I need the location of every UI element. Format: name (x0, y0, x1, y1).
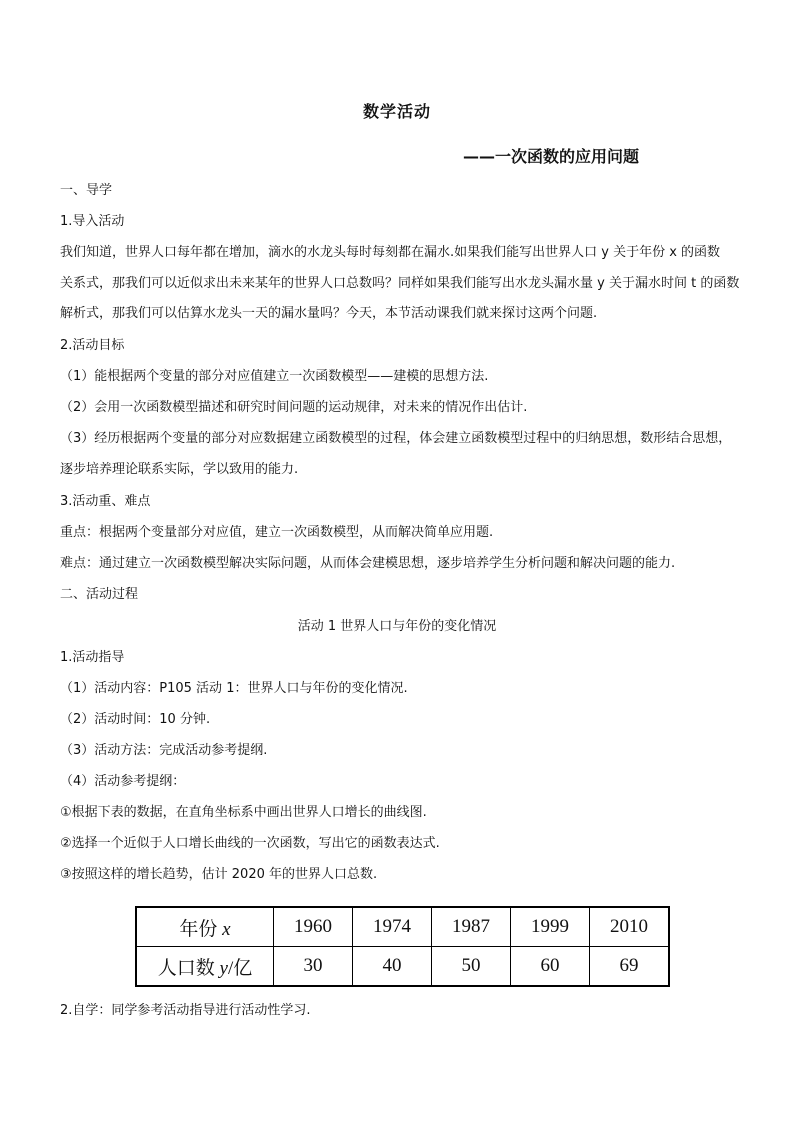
task-item: ③按照这样的增长趋势，估计 2020 年的世界人口总数. (60, 867, 378, 882)
section-heading: 一、导学 (60, 183, 113, 198)
paragraph-line: 关系式，那我们可以近似求出未来某年的世界人口总数吗？同样如果我们能写出水龙头漏水量 y 关于漏水时间 t 的函数 (60, 276, 740, 291)
guide-item: （4）活动参考提纲： (60, 774, 186, 789)
goal-item: （1）能根据两个变量的部分对应值建立一次函数模型——建模的思想方法. (60, 369, 489, 384)
difficulty-point: 难点：通过建立一次函数模型解决实际问题，从而体会建模思想，逐步培养学生分析问题和解决问题的能力. (60, 556, 676, 571)
population-table (135, 906, 670, 987)
table-row-population (136, 947, 669, 987)
subsection-heading: 2.活动目标 (60, 338, 125, 353)
task-item: ②选择一个近似于人口增长曲线的一次函数，写出它的函数表达式. (60, 836, 440, 851)
subsection-heading: 1.活动指导 (60, 650, 125, 665)
goal-item: （3）经历根据两个变量的部分对应数据建立函数模型的过程，体会建立函数模型过程中的归纳思想，数形结合思想， (60, 431, 732, 446)
subsection-heading: 3.活动重、难点 (60, 494, 151, 509)
variable-symbol: y (219, 957, 228, 979)
table-cell: 1960 (274, 907, 353, 947)
table-cell: 60 (511, 947, 590, 987)
page-title: 数学活动 (362, 102, 431, 121)
guide-item: （1）活动内容：P105 活动 1：世界人口与年份的变化情况. (60, 681, 408, 696)
table-header-cell (136, 947, 274, 987)
table-cell: 2010 (590, 907, 670, 947)
goal-item: （2）会用一次函数模型描述和研究时间问题的运动规律，对未来的情况作出估计. (60, 400, 528, 415)
table-cell: 69 (590, 947, 670, 987)
table-header-cell (136, 907, 274, 947)
key-point: 重点：根据两个变量部分对应值，建立一次函数模型，从而解决简单应用题. (60, 525, 494, 540)
paragraph-line: 我们知道，世界人口每年都在增加，滴水的水龙头每时每刻都在漏水.如果我们能写出世界人口 y 关于年份 x 的函数 (60, 245, 721, 260)
self-study-line: 2.自学：同学参考活动指导进行活动性学习. (60, 1003, 311, 1018)
header-label: 人口数 (157, 957, 215, 979)
guide-item: （2）活动时间：10 分钟. (60, 712, 211, 727)
task-item: ①根据下表的数据，在直角坐标系中画出世界人口增长的曲线图. (60, 805, 427, 820)
header-label: 年份 (179, 918, 218, 940)
activity-title: 活动 1 世界人口与年份的变化情况 (297, 619, 497, 634)
unit-label: /亿 (227, 957, 253, 979)
section-heading: 二、活动过程 (60, 587, 139, 602)
table-cell: 30 (274, 947, 353, 987)
goal-item: 逐步培养理论联系实际，学以致用的能力. (60, 462, 299, 477)
table-cell: 1974 (353, 907, 432, 947)
table-cell: 1999 (511, 907, 590, 947)
variable-symbol: x (222, 918, 231, 940)
guide-item: （3）活动方法：完成活动参考提纲. (60, 743, 268, 758)
table-row-year (136, 907, 669, 947)
page-subtitle: ——一次函数的应用问题 (463, 147, 640, 166)
table-cell: 40 (353, 947, 432, 987)
paragraph-line: 解析式，那我们可以估算水龙头一天的漏水量吗？今天，本节活动课我们就来探讨这两个问题. (60, 306, 598, 321)
table-cell: 1987 (432, 907, 511, 947)
subsection-heading: 1.导入活动 (60, 214, 125, 229)
table-cell: 50 (432, 947, 511, 987)
